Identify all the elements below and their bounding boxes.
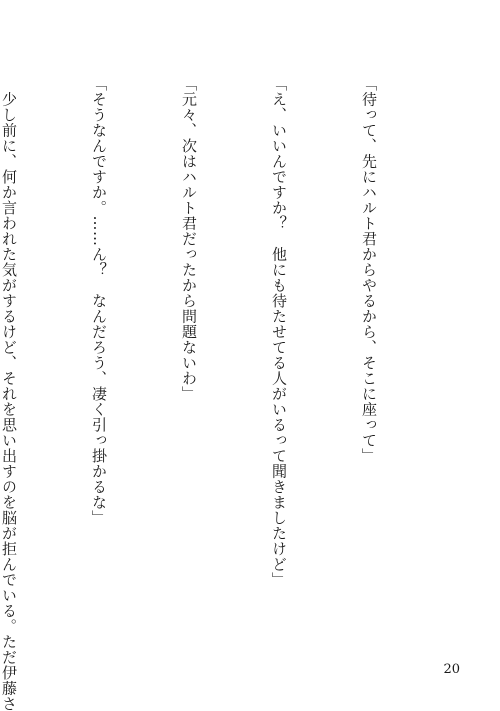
text-line: 「元々、次はハルト君だったから問題ないわ」 — [180, 76, 198, 402]
page-number: 20 — [443, 662, 460, 677]
text-line: 「え、いいんですか？ 他にも待たせてる人がいるって聞きましたけど」 — [270, 76, 288, 588]
vertical-text-body — [0, 76, 444, 711]
text-line: 少し前に、何か言われた気がするけど、それを思い出すのを脳が拒んでいる。ただ伊藤さ — [0, 76, 18, 711]
text-line: 「そうなんですか。……ん？ なんだろう、凄く引っ掛かるな」 — [90, 76, 108, 526]
text-line: 「待って、先にハルト君からやるから、そこに座って」 — [360, 76, 378, 464]
